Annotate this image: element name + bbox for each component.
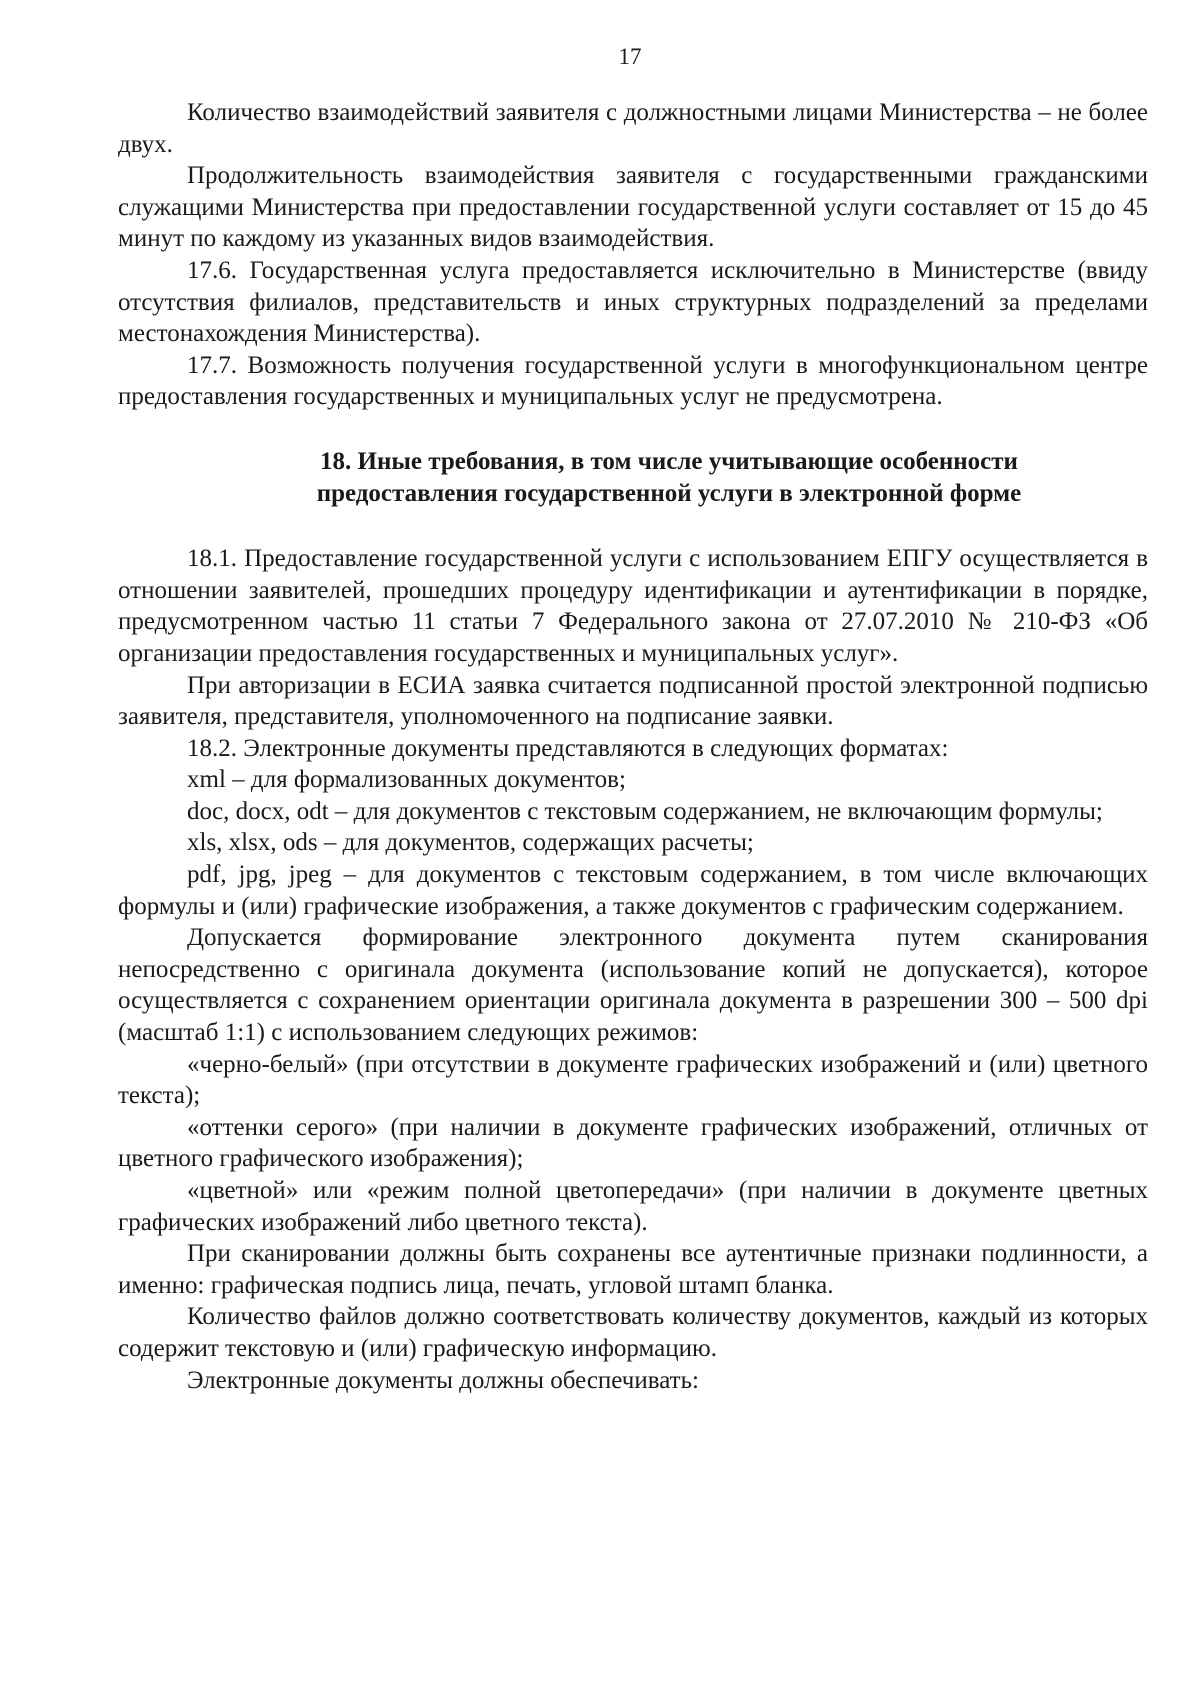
paragraph-file-count: Количество файлов должно соответствовать количеству документов, каждый из которых содержит текстовую и (или) графическую информацию. — [118, 1303, 1148, 1362]
format-item-xls: xls, xlsx, ods – для документов, содержащих расчеты; — [187, 829, 754, 857]
page-number: 17 — [618, 44, 642, 69]
paragraph-18-2: 18.2. Электронные документы представляются в следующих форматах: — [187, 734, 949, 762]
section-title-line-1: 18. Иные требования, в том числе учитывающие особенности — [320, 447, 1018, 475]
paragraph-esia-signature: При авторизации в ЕСИА заявка считается подписанной простой электронной подписью заявителя, представителя, уполномоченного на подписание заявки. — [118, 671, 1148, 731]
scan-mode-grayscale: «оттенки серого» (при наличии в документе графических изображений, отличных от цветного графического изображения); — [118, 1113, 1148, 1173]
paragraph-scanning: Допускается формирование электронного документа путем сканирования непосредственно с оригинала документа (использование копий не допускается), которое осуществляется с сохранением ориентации оригинала документа в разрешении 300 – 500 dpi (масштаб 1:1) с использованием следующих режимов: — [118, 924, 1148, 1047]
paragraph-18-1: 18.1. Предоставление государственной услуги с использованием ЕПГУ осуществляется в отношении заявителей, прошедших процедуру идентификации и аутентификации в порядке, предусмотренном частью 11 статьи 7 Федерального закона от 27.07.2010 № 210-ФЗ «Об организации предоставления государственных и муниципальных услуг». — [118, 545, 1148, 667]
paragraph-interaction-count: Количество взаимодействий заявителя с должностными лицами Министерства – не более двух. — [118, 99, 1148, 158]
scan-mode-black-white: «черно-белый» (при отсутствии в документе графических изображений и (или) цветного текста); — [118, 1050, 1148, 1110]
section-title-18 — [118, 446, 1148, 509]
format-item-pdf: pdf, jpg, jpeg – для документов с текстовым содержанием, в том числе включающих формулы и (или) графические изображения, а также документов с графическим содержанием. — [118, 861, 1148, 920]
paragraph-authenticity: При сканировании должны быть сохранены все аутентичные признаки подлинности, а именно: графическая подпись лица, печать, угловой штамп бланка. — [118, 1240, 1148, 1299]
paragraph-17-6: 17.6. Государственная услуга предоставляется исключительно в Министерстве (ввиду отсутствия филиалов, представительств и иных структурных подразделений за пределами местонахождения Министерства). — [118, 256, 1148, 348]
scan-mode-color: «цветной» или «режим полной цветопередачи» (при наличии в документе цветных графических изображений либо цветного текста). — [118, 1177, 1148, 1236]
format-item-doc: doc, docx, odt – для документов с текстовым содержанием, не включающим формулы; — [187, 797, 1103, 825]
document-body — [118, 97, 1148, 1396]
paragraph-17-7: 17.7. Возможность получения государственной услуги в многофункциональном центре предоставления государственных и муниципальных услуг не предусмотрена. — [118, 351, 1148, 411]
paragraph-electronic-docs: Электронные документы должны обеспечивать: — [187, 1366, 699, 1394]
section-title-line-2: предоставления государственной услуги в электронной форме — [316, 479, 1022, 507]
paragraph-interaction-duration: Продолжительность взаимодействия заявителя с государственными гражданскими служащими Министерства при предоставлении государственной услуги составляет от 15 до 45 минут по каждому из указанных видов взаимодействия. — [118, 162, 1148, 253]
format-item-xml: xml – для формализованных документов; — [187, 766, 626, 794]
